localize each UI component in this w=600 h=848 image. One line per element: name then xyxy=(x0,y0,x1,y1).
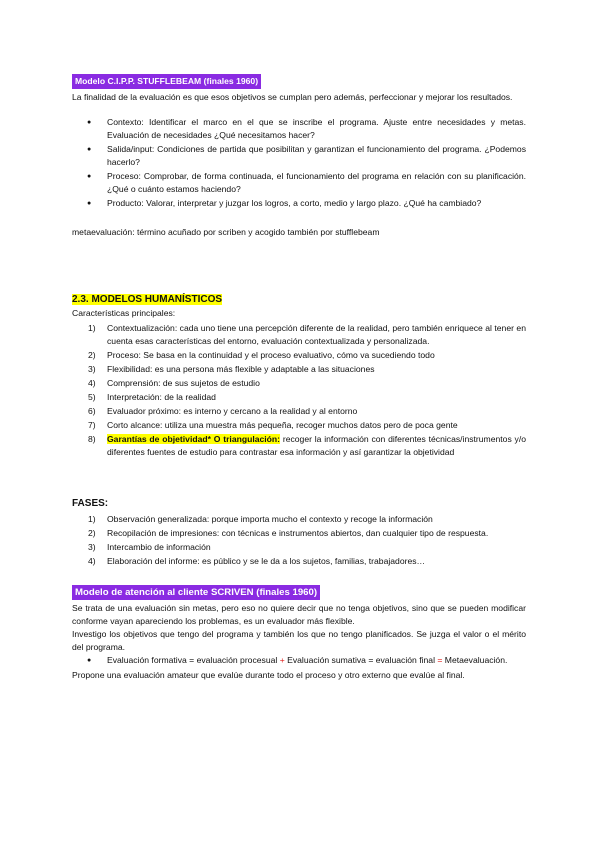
cipp-intro: La finalidad de la evaluación es que esos objetivos se cumplan pero además, perfeccionar y mejorar los resultados. xyxy=(72,92,513,102)
formativa-text: Evaluación formativa = evaluación procesual xyxy=(107,655,280,665)
plus-sign: + xyxy=(279,655,285,665)
humanisticos-item-8 xyxy=(72,433,526,459)
item-text: recoger la información con diferentes técnicas/instrumentos y/o diferentes fuentes de estudio para contrastar esa información y así garantizar la objetividad xyxy=(107,434,526,457)
humanisticos-item xyxy=(72,377,526,390)
humanisticos-item xyxy=(72,322,526,348)
metaevaluacion-text: Metaevaluación. xyxy=(442,655,508,665)
item-text: Proceso: Se basa en la continuidad y el proceso evaluativo, cómo va sucediendo todo xyxy=(107,350,435,360)
scriven-section xyxy=(72,585,526,682)
item-text: Corto alcance: utiliza una muestra más pequeña, recoger muchos datos pero de poca gente xyxy=(107,420,458,430)
fases-list xyxy=(72,513,526,568)
scriven-bullet xyxy=(72,654,526,667)
fases-item xyxy=(72,555,526,568)
scriven-bullet-list xyxy=(72,654,526,667)
cipp-title: Modelo C.I.P.P. STUFFLEBEAM (finales 1960) xyxy=(72,74,261,89)
item-text: Evaluador próximo: es interno y cercano a la realidad y al entorno xyxy=(107,406,358,416)
fases-item xyxy=(72,541,526,554)
humanisticos-item xyxy=(72,349,526,362)
scriven-title: Modelo de atención al cliente SCRIVEN (finales 1960) xyxy=(72,585,320,600)
cipp-bullet-input: ● Salida/input: Condiciones de partida que posibilitan y garantizan el funcionamiento del programa. ¿Podemos hacerlo? xyxy=(72,143,526,169)
fases-title: FASES: xyxy=(72,498,109,509)
equals-sign: = xyxy=(437,655,443,665)
item-number: 6) xyxy=(88,406,96,416)
item-number: 5) xyxy=(88,392,96,402)
item-text: Observación generalizada: porque importa mucho el contexto y recoge la información xyxy=(107,514,433,524)
humanisticos-title: 2.3. MODELOS HUMANÍSTICOS xyxy=(72,294,223,305)
humanisticos-item xyxy=(72,419,526,432)
item-text: Flexibilidad: es una persona más flexible y adaptable a las situaciones xyxy=(107,364,375,374)
scriven-paragraph-2: Investigo los objetivos que tengo del programa y también los que no tengo planificados. Se juzga el valor o el mérito del programa. xyxy=(72,629,526,652)
scriven-paragraph-1: Se trata de una evaluación sin metas, pero eso no quiere decir que no tenga objetivos, sino que se pueden modificar conforme vayan apareciendo los problemas, es un evaluador más flexible. xyxy=(72,603,526,626)
item-number: 7) xyxy=(88,420,96,430)
item-number: 1) xyxy=(88,514,96,524)
item-text: Comprensión: de sus sujetos de estudio xyxy=(107,378,260,388)
cipp-bullet-producto: ● Producto: Valorar, interpretar y juzgar los logros, a corto, medio y largo plazo. ¿Qué ha cambiado? xyxy=(72,197,526,210)
triangulacion-highlight: Garantías de objetividad* O triangulación: xyxy=(107,434,281,444)
cipp-section xyxy=(72,74,526,239)
item-number: 2) xyxy=(88,528,96,538)
humanisticos-list xyxy=(72,322,526,459)
humanisticos-item xyxy=(72,405,526,418)
item-number: 4) xyxy=(88,378,96,388)
item-text: Recopilación de impresiones: con técnicas e instrumentos abiertos, dan cualquier tipo de respuesta. xyxy=(107,528,489,538)
cipp-bullet-contexto: ● Contexto: Identificar el marco en el que se inscribe el programa. Ajuste entre necesidades y metas. Evaluación de necesidades ¿Qué necesitamos hacer? xyxy=(72,116,526,142)
fases-section xyxy=(72,496,526,568)
fases-item xyxy=(72,527,526,540)
humanisticos-subtitle: Características principales: xyxy=(72,308,176,318)
item-text: Contextualización: cada uno tiene una percepción diferente de la realidad, pero también enriquece al tener en cuenta esas características del entorno, evaluación contextualizada y personalizada. xyxy=(107,323,526,346)
item-number: 4) xyxy=(88,556,96,566)
cipp-bullet-list xyxy=(72,116,526,210)
scriven-paragraph-3: Propone una evaluación amateur que evalúe durante todo el proceso y otro externo que evalúe al final. xyxy=(72,670,465,680)
item-text: Interpretación: de la realidad xyxy=(107,392,216,402)
humanisticos-section xyxy=(72,292,526,459)
fases-item xyxy=(72,513,526,526)
cipp-bullet-proceso: ● Proceso: Comprobar, de forma continuada, el funcionamiento del programa en relación con su planificación. ¿Qué o cuánto estamos haciendo? xyxy=(72,170,526,196)
item-number: 3) xyxy=(88,364,96,374)
humanisticos-item xyxy=(72,391,526,404)
cipp-note: metaevaluación: término acuñado por scriben y acogido también por stufflebeam xyxy=(72,227,380,237)
humanisticos-item xyxy=(72,363,526,376)
item-number: 1) xyxy=(88,323,96,333)
sumativa-text: Evaluación sumativa = evaluación final xyxy=(284,655,438,665)
item-number: 3) xyxy=(88,542,96,552)
item-number: 2) xyxy=(88,350,96,360)
item-text: Elaboración del informe: es público y se le da a los sujetos, familias, trabajadores… xyxy=(107,556,426,566)
item-text: Intercambio de información xyxy=(107,542,211,552)
item-number: 8) xyxy=(88,434,96,444)
